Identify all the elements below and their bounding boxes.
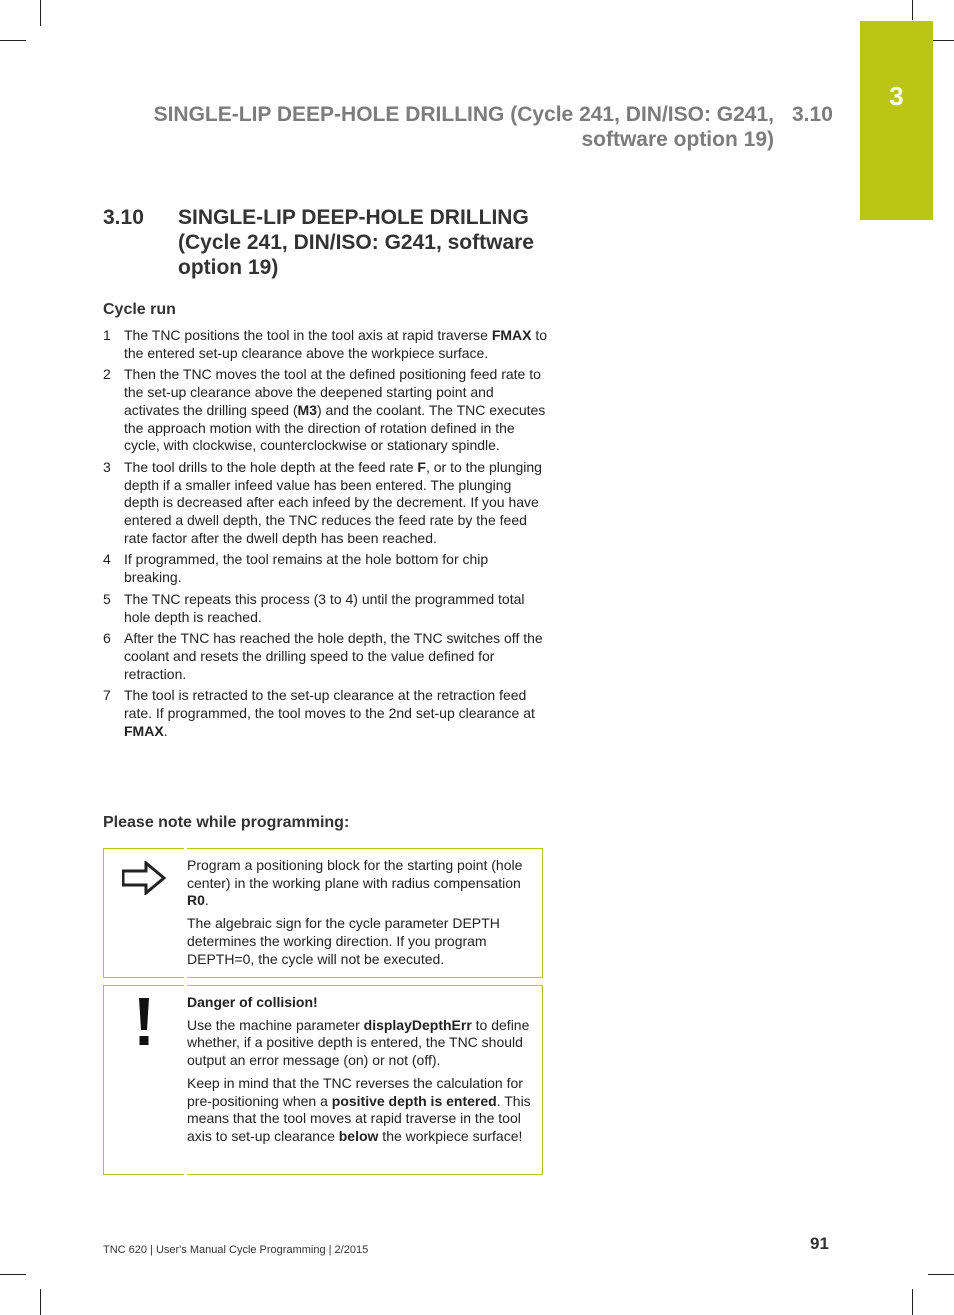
warning-content: [187, 994, 532, 1151]
crop-mark: [912, 1289, 913, 1315]
step-text: The tool is retracted to the set-up clearance at the retraction feed rate. If programmed, the tool moves to the 2nd set-up clearance at: [124, 687, 535, 722]
section-number: 3.10: [103, 206, 144, 229]
step-number: 5: [103, 590, 111, 607]
cycle-run-steps: [103, 327, 548, 744]
warning-emphasis: positive depth is entered: [331, 1092, 497, 1109]
warning-emphasis: below: [338, 1127, 379, 1144]
warning-paragraph: [187, 1017, 532, 1070]
running-head-line1: SINGLE-LIP DEEP-HOLE DRILLING (Cycle 241, DIN/ISO: G241,: [153, 103, 774, 126]
exclamation-icon: [132, 996, 156, 1046]
list-item: [103, 591, 548, 626]
warning-title-text: Danger of collision!: [187, 994, 318, 1010]
crop-mark: [0, 40, 26, 41]
note-paragraph: The algebraic sign for the cycle parameter DEPTH determines the working direction. If you program DEPTH=0, the cycle will not be executed.: [187, 915, 500, 967]
warning-paragraph: [187, 1075, 532, 1146]
step-code: FMAX: [491, 327, 532, 343]
warning-text: Use the machine parameter: [187, 1016, 364, 1033]
note-paragraph: [187, 857, 532, 910]
running-head-number: 3.10: [792, 103, 833, 126]
crop-mark: [928, 1274, 954, 1275]
note-box: [103, 848, 543, 978]
step-code: FMAX: [124, 722, 164, 739]
crop-mark: [40, 0, 41, 26]
step-text: The TNC positions the tool in the tool axis at rapid traverse: [124, 327, 492, 343]
warning-title: [187, 994, 532, 1012]
step-text: to the entered set-up clearance above the workpiece surface.: [124, 327, 548, 361]
step-code: M3: [297, 401, 317, 418]
warning-text: . This means that the tool moves at rapid traverse in the tool axis to set-up clearance: [187, 1092, 531, 1144]
step-text: , or to the plunging depth if a smaller infeed value has been entered. The plunging depth is decreased after each infeed by the decrement. If you have entered a dwell depth, the TNC reduces the feed rate by the feed rate factor after the dwell depth has been reached.: [124, 458, 542, 546]
arrow-right-icon: [122, 861, 166, 895]
chapter-tab: [860, 21, 933, 220]
footer-text: TNC 620 | User's Manual Cycle Programming | 2/2015: [103, 1244, 369, 1256]
note-text: .: [204, 892, 209, 909]
list-item: [103, 327, 548, 362]
warning-param: displayDepthErr: [363, 1016, 472, 1033]
step-number: 1: [103, 327, 111, 343]
step-number: 2: [103, 366, 111, 383]
list-item: [103, 551, 548, 586]
cycle-run-heading: Cycle run: [103, 301, 176, 318]
note-code: R0: [187, 892, 205, 909]
chapter-number: 3: [889, 81, 904, 111]
step-code: F: [417, 458, 426, 475]
step-text: The TNC repeats this process (3 to 4) until the programmed total hole depth is reached.: [124, 590, 525, 625]
step-text: .: [163, 722, 168, 739]
note-content: [187, 857, 532, 973]
step-number: 7: [103, 687, 111, 704]
warning-box: [103, 985, 543, 1175]
note-heading: Please note while programming:: [103, 814, 350, 831]
step-text: Then the TNC moves the tool at the defined positioning feed rate to the set-up clearance above the deepened starting point and activates the drilling speed (: [124, 366, 541, 418]
section-title: [178, 205, 548, 280]
section-title-line1: SINGLE-LIP DEEP-HOLE DRILLING: [178, 206, 529, 229]
section-title-line2: (Cycle 241, DIN/ISO: G241, software: [178, 231, 534, 254]
step-number: 3: [103, 458, 111, 475]
step-number: 4: [103, 551, 111, 568]
list-item: [103, 366, 548, 455]
page-number: 91: [810, 1234, 829, 1253]
list-item: [103, 459, 548, 548]
step-number: 6: [103, 630, 111, 647]
list-item: [103, 687, 548, 740]
note-text: Program a positioning block for the starting point (hole center) in the working plane with radius compensation: [187, 857, 523, 891]
crop-mark: [0, 1274, 26, 1275]
running-head: [134, 102, 774, 152]
crop-mark: [40, 1289, 41, 1315]
warning-text: the workpiece surface!: [378, 1127, 523, 1144]
step-text: After the TNC has reached the hole depth, the TNC switches off the coolant and resets the drilling speed to the value defined for retraction.: [124, 630, 543, 682]
crop-mark: [912, 0, 913, 20]
step-text: If programmed, the tool remains at the hole bottom for chip breaking.: [124, 551, 489, 586]
running-head-line2: software option 19): [581, 128, 774, 151]
step-text: The tool drills to the hole depth at the feed rate: [124, 458, 418, 475]
warning-text: to define whether, if a positive depth is entered, the TNC should output an error message (on) or not (off).: [187, 1016, 530, 1069]
step-text: ) and the coolant. The TNC executes the approach motion with the direction of rotation defined in the cycle, with clockwise, counterclockwise or stationary spindle.: [124, 401, 546, 454]
warning-text: Keep in mind that the TNC reverses the calculation for pre-positioning when a: [187, 1074, 523, 1109]
list-item: [103, 630, 548, 683]
section-title-line3: option 19): [178, 256, 279, 279]
